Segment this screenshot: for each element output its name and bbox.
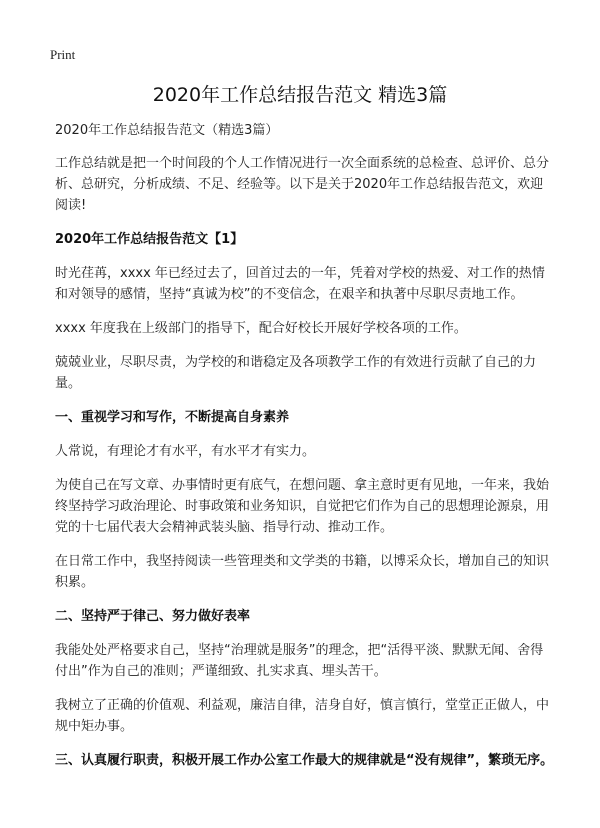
paragraph-1: 时光荏苒，xxxx 年已经过去了，回首过去的一年，凭着对学校的热爱、对工作的热情和对领导的感情，坚持“真诚为校”的不变信念，在艰辛和执著中尽职尽责地工作。: [55, 266, 545, 302]
subheading-duties: 三、认真履行职责，积极开展工作办公室工作最大的规律就是“没有规律”，繁琐无序。: [55, 753, 554, 768]
subheading-study: 一、重视学习和写作，不断提高自身素养: [55, 410, 290, 425]
paragraph-8: 我树立了正确的价值观、利益观，廉洁自律，洁身自好，慎言慎行，堂堂正正做人，中规中矩办事。: [55, 698, 550, 734]
paragraph-7: 我能处处严格要求自己，坚持“治理就是服务”的理念，把“活得平淡、默默无闻、舍得付出”作为自己的准则；严谨细致、扎实求真、埋头苦干。: [55, 643, 544, 679]
subheading-discipline: 二、坚持严于律己、努力做好表率: [55, 609, 251, 624]
page-title: 2020年工作总结报告范文 精选3篇: [152, 84, 448, 106]
print-link[interactable]: Print: [50, 47, 76, 62]
article-subtitle: 2020年工作总结报告范文（精选3篇）: [55, 123, 279, 138]
paragraph-5: 为使自己在写文章、办事情时更有底气，在想问题、拿主意时更有见地，一年来，我始终坚持学习政治理论、时事政策和业务知识，自觉把它们作为自己的思想理论源泉，用党的十七届代表大会精神武装头脑、指导行动、推动工作。: [55, 478, 550, 535]
paragraph-4: 人常说，有理论才有水平，有水平才有实力。: [55, 444, 316, 459]
paragraph-2: xxxx 年度我在上级部门的指导下，配合好校长开展好学校各项的工作。: [55, 321, 467, 336]
intro-paragraph: 工作总结就是把一个时间段的个人工作情况进行一次全面系统的总检查、总评价、总分析、总研究，分析成绩、不足、经验等。以下是关于2020年工作总结报告范文，欢迎阅读!: [55, 156, 550, 213]
paragraph-6: 在日常工作中，我坚持阅读一些管理类和文学类的书籍，以博采众长，增加自己的知识积累。: [55, 554, 550, 590]
paragraph-3: 兢兢业业，尽职尽责，为学校的和谐稳定及各项教学工作的有效进行贡献了自己的力量。: [55, 355, 537, 391]
section-heading-1: 2020年工作总结报告范文【1】: [55, 232, 244, 247]
article-body: [55, 120, 555, 784]
